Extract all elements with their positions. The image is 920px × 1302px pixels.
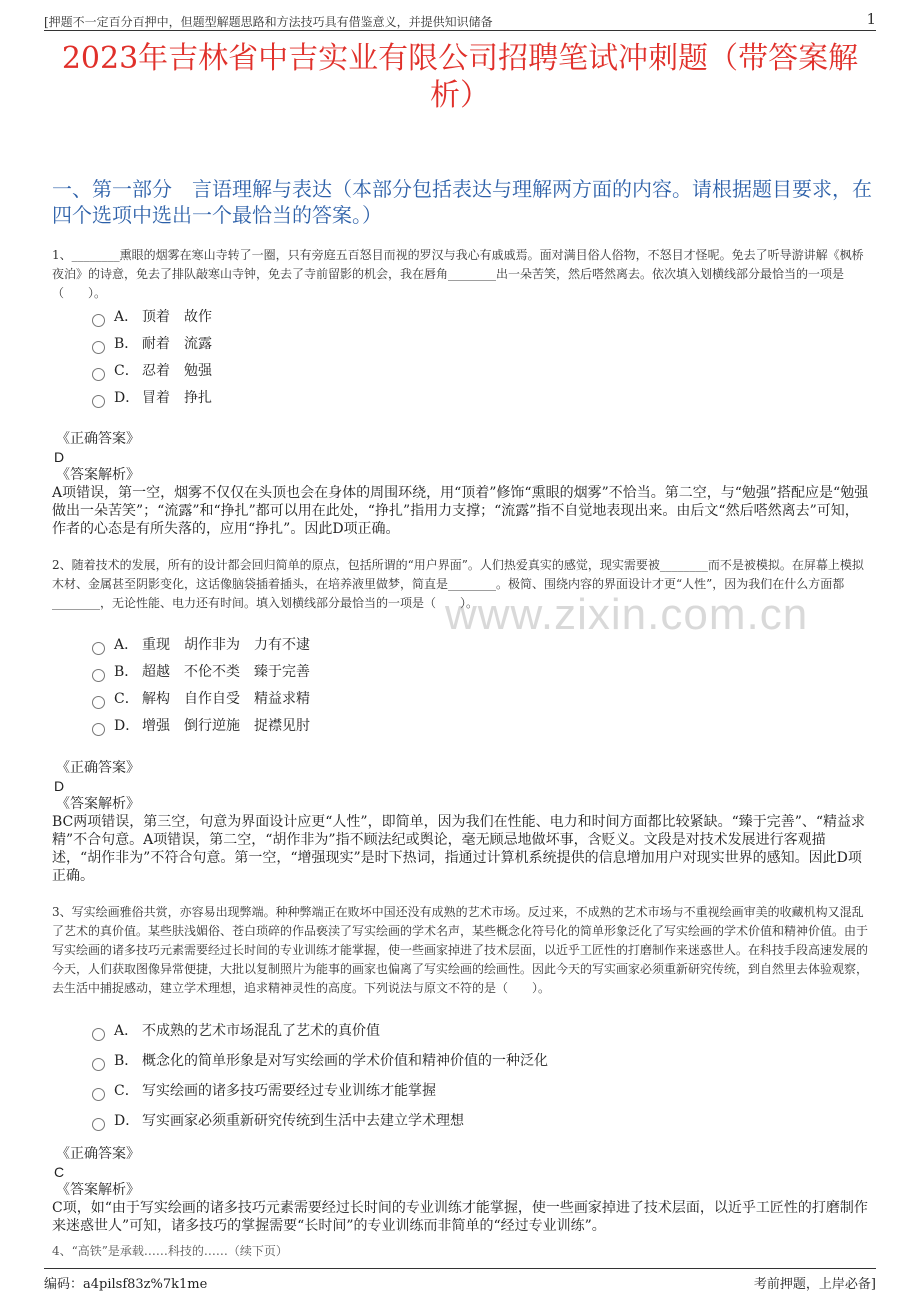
radio-icon[interactable] — [92, 1058, 105, 1071]
page-footer — [44, 1268, 876, 1292]
option-a[interactable] — [92, 1016, 872, 1046]
option-b[interactable] — [92, 1046, 872, 1076]
header-text: [押题不一定百分百押中，但题型解题思路和方法技巧具有借鉴意义，并提供知识储备 — [44, 15, 493, 29]
option-label: A． — [114, 1022, 139, 1039]
answer-value: D — [54, 449, 65, 465]
option-text: 解构 自作自受 精益求精 — [142, 691, 310, 707]
option-label: A． — [114, 309, 139, 325]
question-3-text: 3、写实绘画雅俗共赏，亦容易出现弊端。种种弊端正在败坏中国还没有成熟的艺术市场。反过来，不成熟的艺术市场与不重视绘画审美的收藏机构又混乱了艺术的真价值。某些肤浅媚俗、苍白琐碎的作品亵渎了写实绘画的学术名声，某些概念化符号化的简单形象泛化了写实绘画的学术价值和精神价值。由于写实绘画的诸多技巧元素需要经过长时间的专业训练才能掌握，使一些画家掉进了技术层面，以近乎工匠性的打磨制作来迷惑世人。在科技手段高速发展的今天，人们获取图像异常便捷，大批以复制照片为能事的画家也偏离了写实绘画的绘画性。因此今天的写实画家必须重新研究传统，到自然里去体验观察，去生活中捕捉感动，建立学术理想，追求精神灵性的高度。下列说法与原文不符的是（ ）。 — [52, 905, 869, 995]
question-3-answer-block — [52, 1145, 872, 1235]
option-label: B． — [114, 1052, 139, 1069]
option-text: 冒着 挣扎 — [142, 390, 212, 406]
cutoff-next-question — [52, 1244, 872, 1260]
option-text: 写实绘画的诸多技巧需要经过专业训练才能掌握 — [142, 1082, 436, 1099]
section-title: 一、第一部分 言语理解与表达（本部分包括表达与理解两方面的内容。请根据题目要求，在四个选项中选出一个最恰当的答案。） — [52, 177, 872, 227]
explanation-text: C项，如“由于写实绘画的诸多技巧元素需要经过长时间的专业训练才能掌握，使一些画家掉进了技术层面，以近乎工匠性的打磨制作来迷惑世人”可知，诸多技巧的掌握需要“长时间”的专业训练而非简单的“经过专业训练”。 — [52, 1200, 868, 1234]
option-label: D． — [114, 1112, 140, 1129]
option-b[interactable] — [92, 331, 872, 358]
answer-label: 《正确答案》 — [56, 431, 140, 447]
answer-label: 《正确答案》 — [56, 760, 140, 776]
question-1-answer-block — [52, 430, 872, 538]
radio-icon[interactable] — [92, 1088, 105, 1101]
option-c[interactable] — [92, 358, 872, 385]
radio-icon[interactable] — [92, 341, 105, 354]
option-a[interactable] — [92, 632, 872, 659]
option-d[interactable] — [92, 713, 872, 740]
document-title: 2023年吉林省中吉实业有限公司招聘笔试冲刺题（带答案解析） — [61, 41, 859, 113]
option-text: 概念化的简单形象是对写实绘画的学术价值和精神价值的一种泛化 — [142, 1052, 548, 1069]
page-number: 1 — [866, 10, 876, 28]
option-d[interactable] — [92, 385, 872, 412]
option-text: 耐着 流露 — [142, 336, 212, 352]
question-2-options — [92, 632, 872, 740]
radio-icon[interactable] — [92, 1118, 105, 1131]
option-label: C． — [114, 1082, 139, 1099]
question-2-text: 2、随着技术的发展，所有的设计都会回归简单的原点，包括所谓的“用户界面”。人们热爱真实的感觉，现实需要被________而不是被模拟。在屏幕上模拟木材、金属甚至阴影变化，这话像脑袋插着插头，在培养液里做梦，简直是________。极简、围绕内容的界面设计才更“人性”，因为我们在什么方面都________，无论性能、电力还有时间。填入划横线部分最恰当的一项是（ ）。 — [52, 558, 864, 610]
option-label: A． — [114, 637, 139, 653]
question-1-options — [92, 304, 872, 412]
question-2-answer-block — [52, 759, 872, 885]
option-label: B． — [114, 664, 139, 680]
answer-label: 《正确答案》 — [56, 1146, 140, 1162]
radio-icon[interactable] — [92, 696, 105, 709]
option-text: 顶着 故作 — [142, 309, 212, 325]
explanation-label: 《答案解析》 — [56, 467, 140, 483]
option-c[interactable] — [92, 686, 872, 713]
answer-value: C — [54, 1164, 65, 1180]
cutoff-text: 4、“高铁”是承载……科技的……（续下页） — [52, 1244, 288, 1258]
question-3-options — [92, 1016, 872, 1136]
document-code: 编码：a4pilsf83z%7k1me — [44, 1277, 208, 1292]
footer-slogan: 考前押题，上岸必备] — [753, 1277, 876, 1292]
option-c[interactable] — [92, 1076, 872, 1106]
option-a[interactable] — [92, 304, 872, 331]
option-label: D． — [114, 390, 140, 406]
option-label: D． — [114, 718, 140, 734]
option-label: B． — [114, 336, 139, 352]
watermark: www.zixin.com.cn — [445, 590, 809, 639]
explanation-label: 《答案解析》 — [56, 796, 140, 812]
option-d[interactable] — [92, 1106, 872, 1136]
option-text: 超越 不伦不类 臻于完善 — [142, 664, 310, 680]
explanation-text: BC两项错误，第三空，句意为界面设计应更“人性”，即简单，因为我们在性能、电力和时间方面都比较紧缺。“臻于完善”、“精益求精”不合句意。A项错误，第二空，“胡作非为”指不顾法纪或舆论，毫无顾忌地做坏事，含贬义。文段是对技术发展进行客观描述，“胡作非为”不符合句意。第一空，“增强现实”是时下热词，指通过计算机系统提供的信息增加用户对现实世界的感知。因此D项正确。 — [52, 814, 866, 884]
option-text: 忍着 勉强 — [142, 363, 212, 379]
option-b[interactable] — [92, 659, 872, 686]
option-label: C． — [114, 363, 139, 379]
option-text: 增强 倒行逆施 捉襟见肘 — [142, 718, 310, 734]
question-1-text: 1、________熏眼的烟雾在寒山寺转了一圈，只有旁庭五百怒目而视的罗汉与我心有戚戚焉。面对满目俗人俗物，不怒目才怪呢。免去了听导游讲解《枫桥夜泊》的诗意，免去了排队敲寒山寺钟，免去了寺前留影的机会，我在唇角________出一朵苦笑，然后嗒然离去。依次填入划横线部分最恰当的一项是（ ）。 — [52, 248, 864, 300]
option-text: 不成熟的艺术市场混乱了艺术的真价值 — [142, 1022, 380, 1039]
radio-icon[interactable] — [92, 642, 105, 655]
radio-icon[interactable] — [92, 669, 105, 682]
option-label: C． — [114, 691, 139, 707]
explanation-text: A项错误，第一空，烟雾不仅仅在头顶也会在身体的周围环绕，用“顶着”修饰“熏眼的烟雾”不恰当。第二空，与“勉强”搭配应是“勉强做出一朵苦笑”；“流露”和“挣扎”都可以用在此处，“挣扎”指用力支撑；“流露”指不自觉地表现出来。由后文“然后嗒然离去”可知，作者的心态是有所失落的，应用“挣扎”。因此D项正确。 — [52, 485, 869, 537]
option-text: 重现 胡作非为 力有不逮 — [142, 637, 310, 653]
page-header — [44, 10, 876, 31]
radio-icon[interactable] — [92, 395, 105, 408]
radio-icon[interactable] — [92, 314, 105, 327]
radio-icon[interactable] — [92, 723, 105, 736]
answer-value: D — [54, 778, 65, 794]
radio-icon[interactable] — [92, 1028, 105, 1041]
explanation-label: 《答案解析》 — [56, 1182, 140, 1198]
radio-icon[interactable] — [92, 368, 105, 381]
option-text: 写实画家必须重新研究传统到生活中去建立学术理想 — [142, 1112, 464, 1129]
